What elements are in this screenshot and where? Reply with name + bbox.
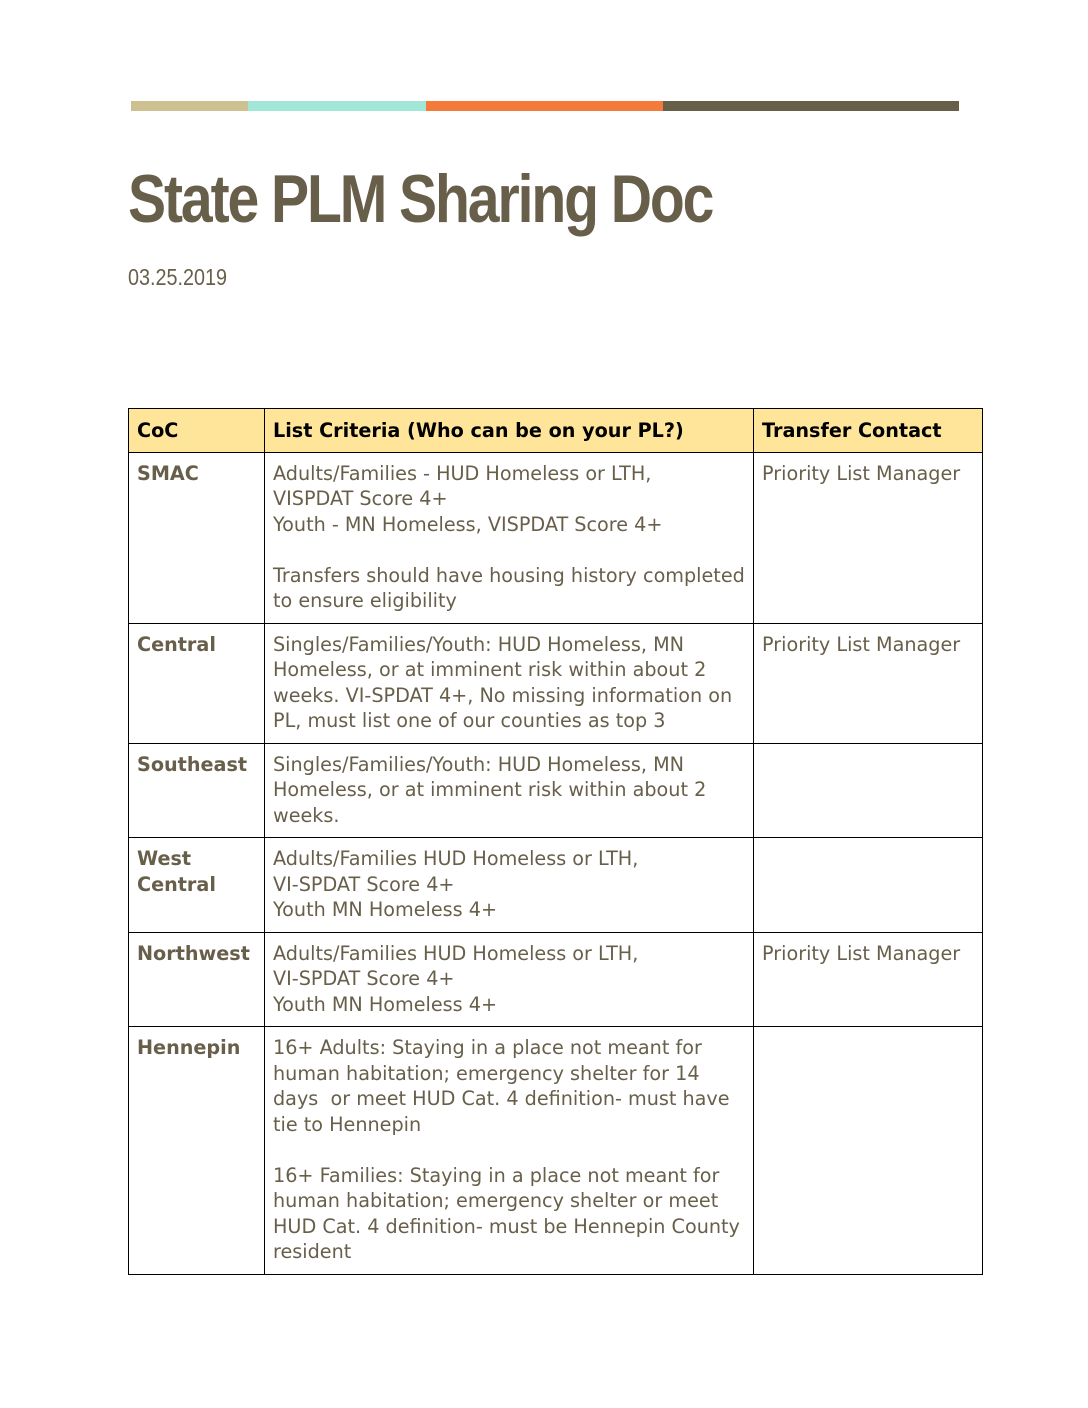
list-criteria (265, 932, 754, 1027)
criteria-line: Adults/Families - HUD Homeless or LTH, (273, 461, 652, 485)
coc-name: Hennepin (129, 1027, 265, 1275)
criteria-line: Adults/Families HUD Homeless or LTH, (273, 941, 639, 965)
criteria-line: 16+ Adults: Staying in a place not meant for human habitation; emergency shelter for 14 days or meet HUD Cat. 4 definition- must have tie to Hennepin (273, 1036, 736, 1136)
criteria-line: Adults/Families HUD Homeless or LTH, (273, 847, 639, 870)
transfer-contact (754, 838, 983, 933)
header-coc: CoC (129, 409, 265, 453)
criteria-line: VI-SPDAT Score 4+ (273, 967, 455, 990)
criteria-line: Youth - MN Homeless, VISPDAT Score 4+ (273, 512, 663, 536)
transfer-contact: Priority List Manager (754, 452, 983, 623)
list-criteria (265, 452, 754, 623)
table-header-row (129, 409, 983, 453)
table-row (129, 1027, 983, 1275)
coc-name: Southeast (129, 743, 265, 838)
table-row (129, 743, 983, 838)
table-row (129, 452, 983, 623)
criteria-line: Youth MN Homeless 4+ (273, 898, 498, 921)
transfer-contact (754, 1027, 983, 1275)
table-row (129, 932, 983, 1027)
criteria-line (273, 537, 745, 563)
list-criteria (265, 838, 754, 933)
decorative-color-bar (131, 101, 959, 111)
coc-name: SMAC (129, 452, 265, 623)
document-date: 03.25.2019 (128, 264, 228, 290)
table-body (129, 452, 983, 1274)
criteria-line: VI-SPDAT Score 4+ (273, 872, 455, 896)
coc-name: Northwest (129, 932, 265, 1027)
list-criteria (265, 743, 754, 838)
header-transfer-contact: Transfer Contact (754, 409, 983, 453)
document-title: State PLM Sharing Doc (128, 161, 713, 237)
transfer-contact (754, 743, 983, 838)
transfer-contact: Priority List Manager (754, 623, 983, 743)
header-list-criteria: List Criteria (Who can be on your PL?) (265, 409, 754, 453)
criteria-line: Transfers should have housing history completed to ensure eligibility (273, 563, 751, 612)
table-row (129, 623, 983, 743)
list-criteria (265, 1027, 754, 1275)
transfer-contact: Priority List Manager (754, 932, 983, 1027)
criteria-line: Singles/Families/Youth: HUD Homeless, MN Homeless, or at imminent risk within about 2 weeks. VI-SPDAT 4+, No missing information on PL, must list one of our counties as top 3 (273, 632, 739, 732)
plm-criteria-table (128, 408, 983, 1275)
color-bar-segment-2 (248, 101, 426, 111)
criteria-line: 16+ Families: Staying in a place not meant for human habitation; emergency shelter or meet HUD Cat. 4 definition- must be Hennepin County resident (273, 1163, 746, 1263)
table-row (129, 838, 983, 933)
coc-name: Central (129, 623, 265, 743)
color-bar-segment-3 (426, 101, 663, 111)
criteria-line (273, 1137, 745, 1163)
coc-name: West Central (129, 838, 265, 933)
criteria-line: Youth MN Homeless 4+ (273, 992, 498, 1016)
color-bar-segment-4 (663, 101, 959, 111)
criteria-line: Singles/Families/Youth: HUD Homeless, MN Homeless, or at imminent risk within about 2 weeks. (273, 752, 713, 827)
list-criteria (265, 623, 754, 743)
color-bar-segment-1 (131, 101, 248, 111)
criteria-line: VISPDAT Score 4+ (273, 487, 448, 510)
